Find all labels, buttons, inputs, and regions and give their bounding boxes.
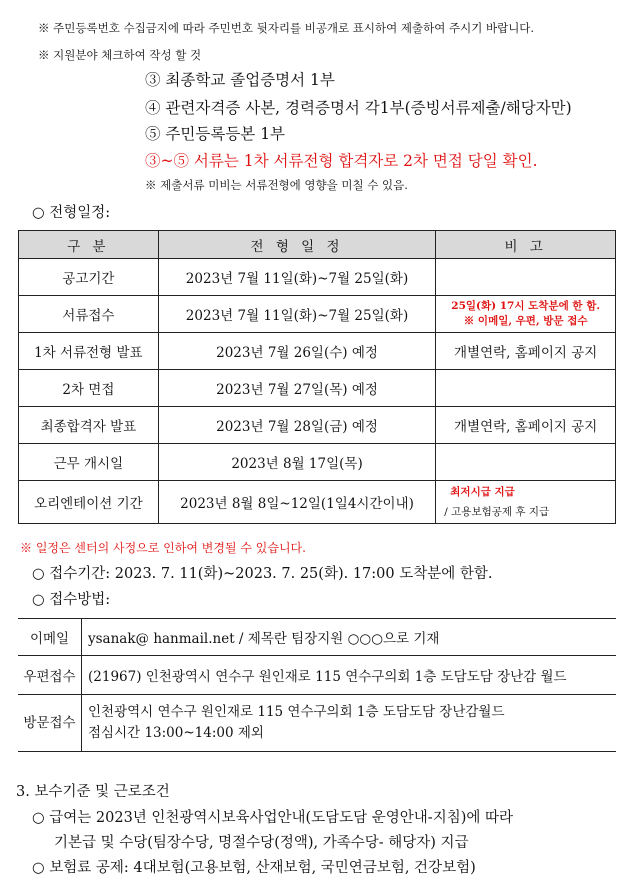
table-header-row <box>19 231 616 259</box>
notice-check-field: ※ 지원분야 체크하여 작성 할 것 <box>38 48 202 62</box>
schedule-table <box>18 230 616 524</box>
table-row <box>19 407 616 444</box>
row-label: 최종합격자 발표 <box>19 407 159 444</box>
remark-deadline: 25일(화) 17시 도착분에 한 함. <box>451 300 600 312</box>
row-remark <box>436 296 616 333</box>
table-row <box>18 695 616 752</box>
row-date: 2023년 7월 28일(금) 예정 <box>158 407 436 444</box>
remark-methods: ※ 이메일, 우편, 방문 접수 <box>463 315 588 327</box>
method-value-visit <box>82 695 617 752</box>
application-period: ○ 접수기간: 2023. 7. 11(화)~2023. 7. 25(화). 17:00 도착분에 한함. <box>32 566 493 582</box>
row-date: 2023년 8월 8일~12일(1일4시간이내) <box>158 481 436 524</box>
schedule-heading: ○ 전형일정: <box>32 205 111 221</box>
row-remark: 개별연락, 홈페이지 공지 <box>436 407 616 444</box>
document-note: ※ 제출서류 미비는 서류전형에 영향을 미칠 수 있음. <box>145 178 408 192</box>
table-row <box>18 656 616 695</box>
document-item-3: ③ 최종학교 졸업증명서 1부 <box>145 71 335 89</box>
notice-id-number: ※ 주민등록번호 수집금지에 따라 주민번호 뒷자리를 비공개로 표시하여 제출하여 주시기 바랍니다. <box>38 21 535 35</box>
row-label: 1차 서류전형 발표 <box>19 333 159 370</box>
remark-insurance: / 고용보험공제 후 지급 <box>444 506 550 518</box>
table-row <box>19 259 616 296</box>
table-row <box>19 370 616 407</box>
section-3-line-1: ○ 급여는 2023년 인천광역시보육사업안내(도담도담 운영안내-지침)에 따라 <box>32 810 514 826</box>
remark-min-wage: 최저시급 지급 <box>450 486 515 498</box>
visit-address: 인천광역시 연수구 원인재로 115 연수구의회 1층 도담도담 장난감월드 <box>88 704 505 720</box>
section-3-line-2: 기본급 및 수당(팀장수당, 명절수당(정액), 가족수당- 해당자) 지급 <box>54 835 469 851</box>
row-label: 2차 면접 <box>19 370 159 407</box>
row-label: 서류접수 <box>19 296 159 333</box>
section-3-line-3: ○ 보험료 공제: 4대보험(고용보험, 산재보험, 국민연금보험, 건강보험) <box>32 860 476 876</box>
header-category: 구 분 <box>19 231 159 259</box>
row-label: 근무 개시일 <box>19 444 159 481</box>
header-schedule: 전 형 일 정 <box>158 231 436 259</box>
method-value-email: ysanak@ hanmail.net / 제목란 팀장지원 ○○○으로 기재 <box>82 619 617 656</box>
application-method-table <box>18 618 616 752</box>
row-date: 2023년 7월 26일(수) 예정 <box>158 333 436 370</box>
method-label-visit: 방문접수 <box>18 695 82 752</box>
row-remark <box>436 370 616 407</box>
row-remark: 개별연락, 홈페이지 공지 <box>436 333 616 370</box>
document-highlight: ③~⑤ 서류는 1차 서류전형 합격자로 2차 면접 당일 확인. <box>145 152 538 170</box>
document-item-4: ④ 관련자격증 사본, 경력증명서 각1부(증빙서류제출/해당자만) <box>145 99 572 117</box>
row-date: 2023년 7월 27일(목) 예정 <box>158 370 436 407</box>
method-label-mail: 우편접수 <box>18 656 82 695</box>
row-remark <box>436 259 616 296</box>
row-remark <box>436 444 616 481</box>
row-date: 2023년 7월 11일(화)~7월 25일(화) <box>158 259 436 296</box>
schedule-footnote: ※ 일정은 센터의 사정으로 인하여 변경될 수 있습니다. <box>20 541 306 555</box>
row-date: 2023년 8월 17일(목) <box>158 444 436 481</box>
visit-lunch-hours: 점심시간 13:00~14:00 제외 <box>88 725 264 741</box>
header-remarks: 비 고 <box>436 231 616 259</box>
table-row <box>19 444 616 481</box>
table-row <box>19 333 616 370</box>
method-value-mail: (21967) 인천광역시 연수구 원인재로 115 연수구의회 1층 도담도담 장난감 월드 <box>82 656 617 695</box>
document-item-5: ⑤ 주민등록등본 1부 <box>145 125 286 143</box>
table-row <box>18 619 616 656</box>
row-remark <box>436 481 616 524</box>
section-3-title: 3. 보수기준 및 근로조건 <box>16 784 170 800</box>
application-method-heading: ○ 접수방법: <box>32 592 111 608</box>
row-label: 공고기간 <box>19 259 159 296</box>
table-row <box>19 481 616 524</box>
row-label: 오리엔테이션 기간 <box>19 481 159 524</box>
method-label-email: 이메일 <box>18 619 82 656</box>
table-row <box>19 296 616 333</box>
row-date: 2023년 7월 11일(화)~7월 25일(화) <box>158 296 436 333</box>
